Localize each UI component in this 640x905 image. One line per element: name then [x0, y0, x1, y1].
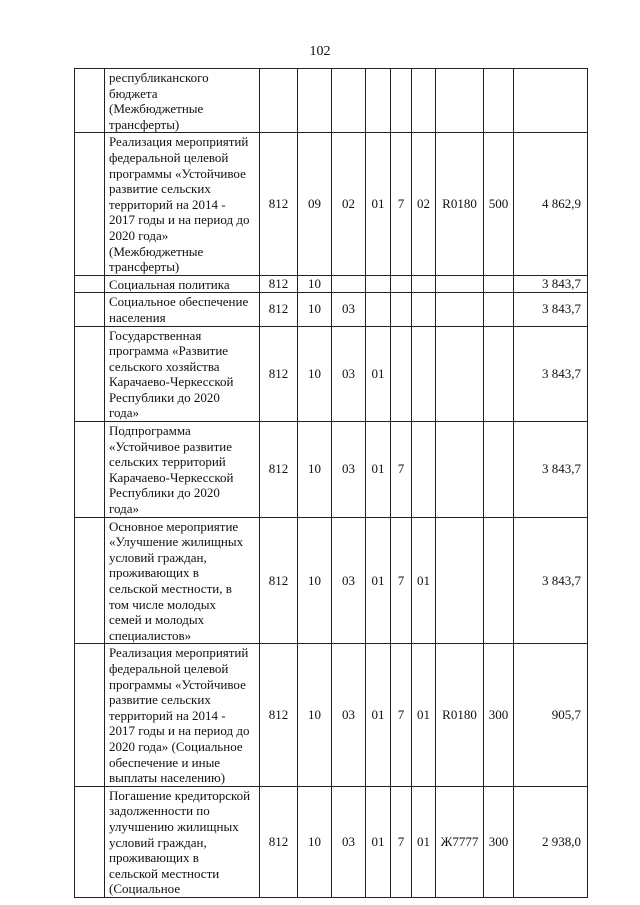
- row-amount-cell: 4 862,9: [514, 133, 588, 275]
- row-section-cell: 10: [298, 293, 332, 326]
- row-program-cell: 01: [366, 422, 391, 518]
- row-main-event-cell: 01: [412, 644, 436, 786]
- row-expense-type-cell: 500: [484, 133, 514, 275]
- table-row: [75, 422, 588, 518]
- row-name-line: сельской местности: [109, 865, 220, 881]
- row-program-cell: [366, 69, 391, 133]
- table-row: [75, 644, 588, 786]
- table-row: [75, 326, 588, 422]
- row-name-line: обеспечение и иные: [109, 754, 221, 770]
- row-direction-cell: [436, 293, 484, 326]
- row-subprogram-cell: 7: [391, 786, 412, 897]
- row-name-line: условий граждан,: [109, 834, 207, 850]
- row-amount-cell: [514, 69, 588, 133]
- row-name-line: проживающих в: [109, 850, 199, 866]
- row-name-line: Подпрограмма: [109, 423, 191, 439]
- row-name-line: проживающих в: [109, 565, 199, 581]
- row-main-event-cell: [412, 69, 436, 133]
- row-name-line: сельских территорий: [109, 454, 226, 470]
- row-name-cell: [105, 293, 260, 326]
- row-program-cell: 01: [366, 133, 391, 275]
- row-name-line: населения: [109, 309, 166, 325]
- row-name-line: года»: [109, 405, 140, 421]
- row-subprogram-cell: [391, 326, 412, 422]
- row-ministry-cell: 812: [260, 786, 298, 897]
- row-main-event-cell: [412, 326, 436, 422]
- table-row: [75, 786, 588, 897]
- row-name-line: Государственная: [109, 327, 202, 343]
- row-ministry-cell: 812: [260, 517, 298, 644]
- row-name-line: программы «Устойчивое: [109, 676, 246, 692]
- row-main-event-cell: 02: [412, 133, 436, 275]
- row-ministry-cell: 812: [260, 644, 298, 786]
- row-name-cell: [105, 69, 260, 133]
- row-name-line: (Межбюджетные: [109, 101, 204, 117]
- row-name-line: Реализация мероприятий: [109, 645, 249, 661]
- row-name-cell: [105, 422, 260, 518]
- row-subsection-cell: 03: [332, 517, 366, 644]
- row-index-cell: [75, 786, 105, 897]
- row-main-event-cell: 01: [412, 786, 436, 897]
- row-index-cell: [75, 293, 105, 326]
- row-section-cell: 10: [298, 275, 332, 293]
- row-name-line: специалистов»: [109, 627, 192, 643]
- row-subsection-cell: 03: [332, 293, 366, 326]
- row-name-line: территорий на 2014 -: [109, 196, 226, 212]
- row-expense-type-cell: [484, 69, 514, 133]
- row-program-cell: 01: [366, 326, 391, 422]
- row-name-line: том числе молодых: [109, 596, 217, 612]
- row-subsection-cell: 03: [332, 422, 366, 518]
- row-name-line: Социальное обеспечение: [109, 294, 249, 310]
- row-amount-cell: 3 843,7: [514, 517, 588, 644]
- row-name-line: Карачаево-Черкесской: [109, 469, 234, 485]
- row-amount-cell: 3 843,7: [514, 275, 588, 293]
- row-name-line: программа «Развитие: [109, 343, 229, 359]
- table-row: [75, 275, 588, 293]
- row-name-line: Реализация мероприятий: [109, 134, 249, 150]
- row-expense-type-cell: [484, 326, 514, 422]
- row-name-line: выплаты населению): [109, 770, 226, 786]
- row-amount-cell: 3 843,7: [514, 326, 588, 422]
- table-row: [75, 293, 588, 326]
- row-program-cell: [366, 275, 391, 293]
- row-name-line: развитие сельских: [109, 692, 211, 708]
- row-index-cell: [75, 517, 105, 644]
- row-ministry-cell: 812: [260, 275, 298, 293]
- row-amount-cell: 905,7: [514, 644, 588, 786]
- row-subprogram-cell: 7: [391, 422, 412, 518]
- row-name-line: федеральной целевой: [109, 660, 229, 676]
- row-name-line: улучшению жилищных: [109, 818, 239, 834]
- row-name-line: развитие сельских: [109, 181, 211, 197]
- row-amount-cell: 3 843,7: [514, 422, 588, 518]
- row-name-line: республиканского: [109, 70, 209, 85]
- row-index-cell: [75, 69, 105, 133]
- row-name-line: бюджета: [109, 85, 158, 101]
- row-name-line: (Социальное: [109, 881, 181, 897]
- row-index-cell: [75, 275, 105, 293]
- row-ministry-cell: 812: [260, 293, 298, 326]
- row-subprogram-cell: 7: [391, 517, 412, 644]
- row-main-event-cell: [412, 275, 436, 293]
- row-index-cell: [75, 326, 105, 422]
- row-expense-type-cell: [484, 275, 514, 293]
- row-program-cell: 01: [366, 517, 391, 644]
- table-body: [75, 69, 588, 898]
- row-section-cell: 10: [298, 422, 332, 518]
- page-number: 102: [309, 44, 331, 59]
- row-name-cell: [105, 644, 260, 786]
- row-section-cell: 10: [298, 517, 332, 644]
- row-name-line: 2017 годы и на период до: [109, 212, 250, 228]
- row-name-line: задолженности по: [109, 803, 210, 819]
- row-name-line: Республики до 2020: [109, 485, 220, 501]
- row-subsection-cell: [332, 69, 366, 133]
- row-amount-cell: 3 843,7: [514, 293, 588, 326]
- row-name-line: сельского хозяйства: [109, 358, 220, 374]
- row-direction-cell: [436, 517, 484, 644]
- row-index-cell: [75, 133, 105, 275]
- row-subprogram-cell: [391, 69, 412, 133]
- row-name-line: трансферты): [109, 116, 180, 132]
- row-program-cell: 01: [366, 644, 391, 786]
- row-name-line: «Устойчивое развитие: [109, 438, 233, 454]
- row-direction-cell: [436, 69, 484, 133]
- row-name-line: семей и молодых: [109, 612, 205, 628]
- row-direction-cell: R0180: [436, 133, 484, 275]
- row-ministry-cell: 812: [260, 133, 298, 275]
- row-subsection-cell: 03: [332, 644, 366, 786]
- row-subsection-cell: [332, 275, 366, 293]
- row-ministry-cell: 812: [260, 422, 298, 518]
- table-row: [75, 133, 588, 275]
- row-main-event-cell: 01: [412, 517, 436, 644]
- row-name-line: Основное мероприятие: [109, 518, 239, 534]
- row-main-event-cell: [412, 422, 436, 518]
- row-subsection-cell: 02: [332, 133, 366, 275]
- row-name-line: 2020 года»: [109, 227, 169, 243]
- row-section-cell: 10: [298, 644, 332, 786]
- row-name-line: сельской местности, в: [109, 581, 232, 596]
- table-row: [75, 69, 588, 133]
- row-subsection-cell: 03: [332, 786, 366, 897]
- row-amount-cell: 2 938,0: [514, 786, 588, 897]
- row-name-line: федеральной целевой: [109, 149, 229, 165]
- row-program-cell: [366, 293, 391, 326]
- row-name-line: территорий на 2014 -: [109, 707, 226, 723]
- row-name-line: трансферты): [109, 259, 180, 275]
- row-direction-cell: [436, 326, 484, 422]
- table-row: [75, 517, 588, 644]
- budget-table: [74, 68, 588, 898]
- row-name-cell: [105, 517, 260, 644]
- row-subprogram-cell: 7: [391, 133, 412, 275]
- row-index-cell: [75, 422, 105, 518]
- row-name-line: условий граждан,: [109, 549, 207, 565]
- row-ministry-cell: [260, 69, 298, 133]
- row-expense-type-cell: 300: [484, 786, 514, 897]
- row-name-line: Погашение кредиторской: [109, 787, 251, 803]
- row-section-cell: 10: [298, 786, 332, 897]
- row-name-line: Социальная политика: [109, 276, 230, 292]
- row-expense-type-cell: 300: [484, 644, 514, 786]
- row-name-cell: [105, 133, 260, 275]
- row-index-cell: [75, 644, 105, 786]
- row-name-line: программы «Устойчивое: [109, 165, 246, 181]
- row-section-cell: 09: [298, 133, 332, 275]
- row-name-line: 2017 годы и на период до: [109, 723, 250, 739]
- row-expense-type-cell: [484, 517, 514, 644]
- row-subprogram-cell: 7: [391, 644, 412, 786]
- row-name-cell: [105, 275, 260, 293]
- row-subprogram-cell: [391, 275, 412, 293]
- row-subsection-cell: 03: [332, 326, 366, 422]
- row-name-line: «Улучшение жилищных: [109, 534, 244, 550]
- row-direction-cell: [436, 422, 484, 518]
- row-direction-cell: Ж7777: [436, 786, 484, 897]
- row-main-event-cell: [412, 293, 436, 326]
- row-name-cell: [105, 326, 260, 422]
- row-ministry-cell: 812: [260, 326, 298, 422]
- row-direction-cell: [436, 275, 484, 293]
- row-name-line: Карачаево-Черкесской: [109, 374, 234, 390]
- row-expense-type-cell: [484, 293, 514, 326]
- row-name-line: года»: [109, 501, 140, 517]
- row-program-cell: 01: [366, 786, 391, 897]
- row-expense-type-cell: [484, 422, 514, 518]
- row-name-line: 2020 года» (Социальное: [109, 738, 243, 754]
- row-section-cell: [298, 69, 332, 133]
- row-name-line: (Межбюджетные: [109, 243, 204, 259]
- row-subprogram-cell: [391, 293, 412, 326]
- row-section-cell: 10: [298, 326, 332, 422]
- row-name-cell: [105, 786, 260, 897]
- row-direction-cell: R0180: [436, 644, 484, 786]
- row-name-line: Республики до 2020: [109, 389, 220, 405]
